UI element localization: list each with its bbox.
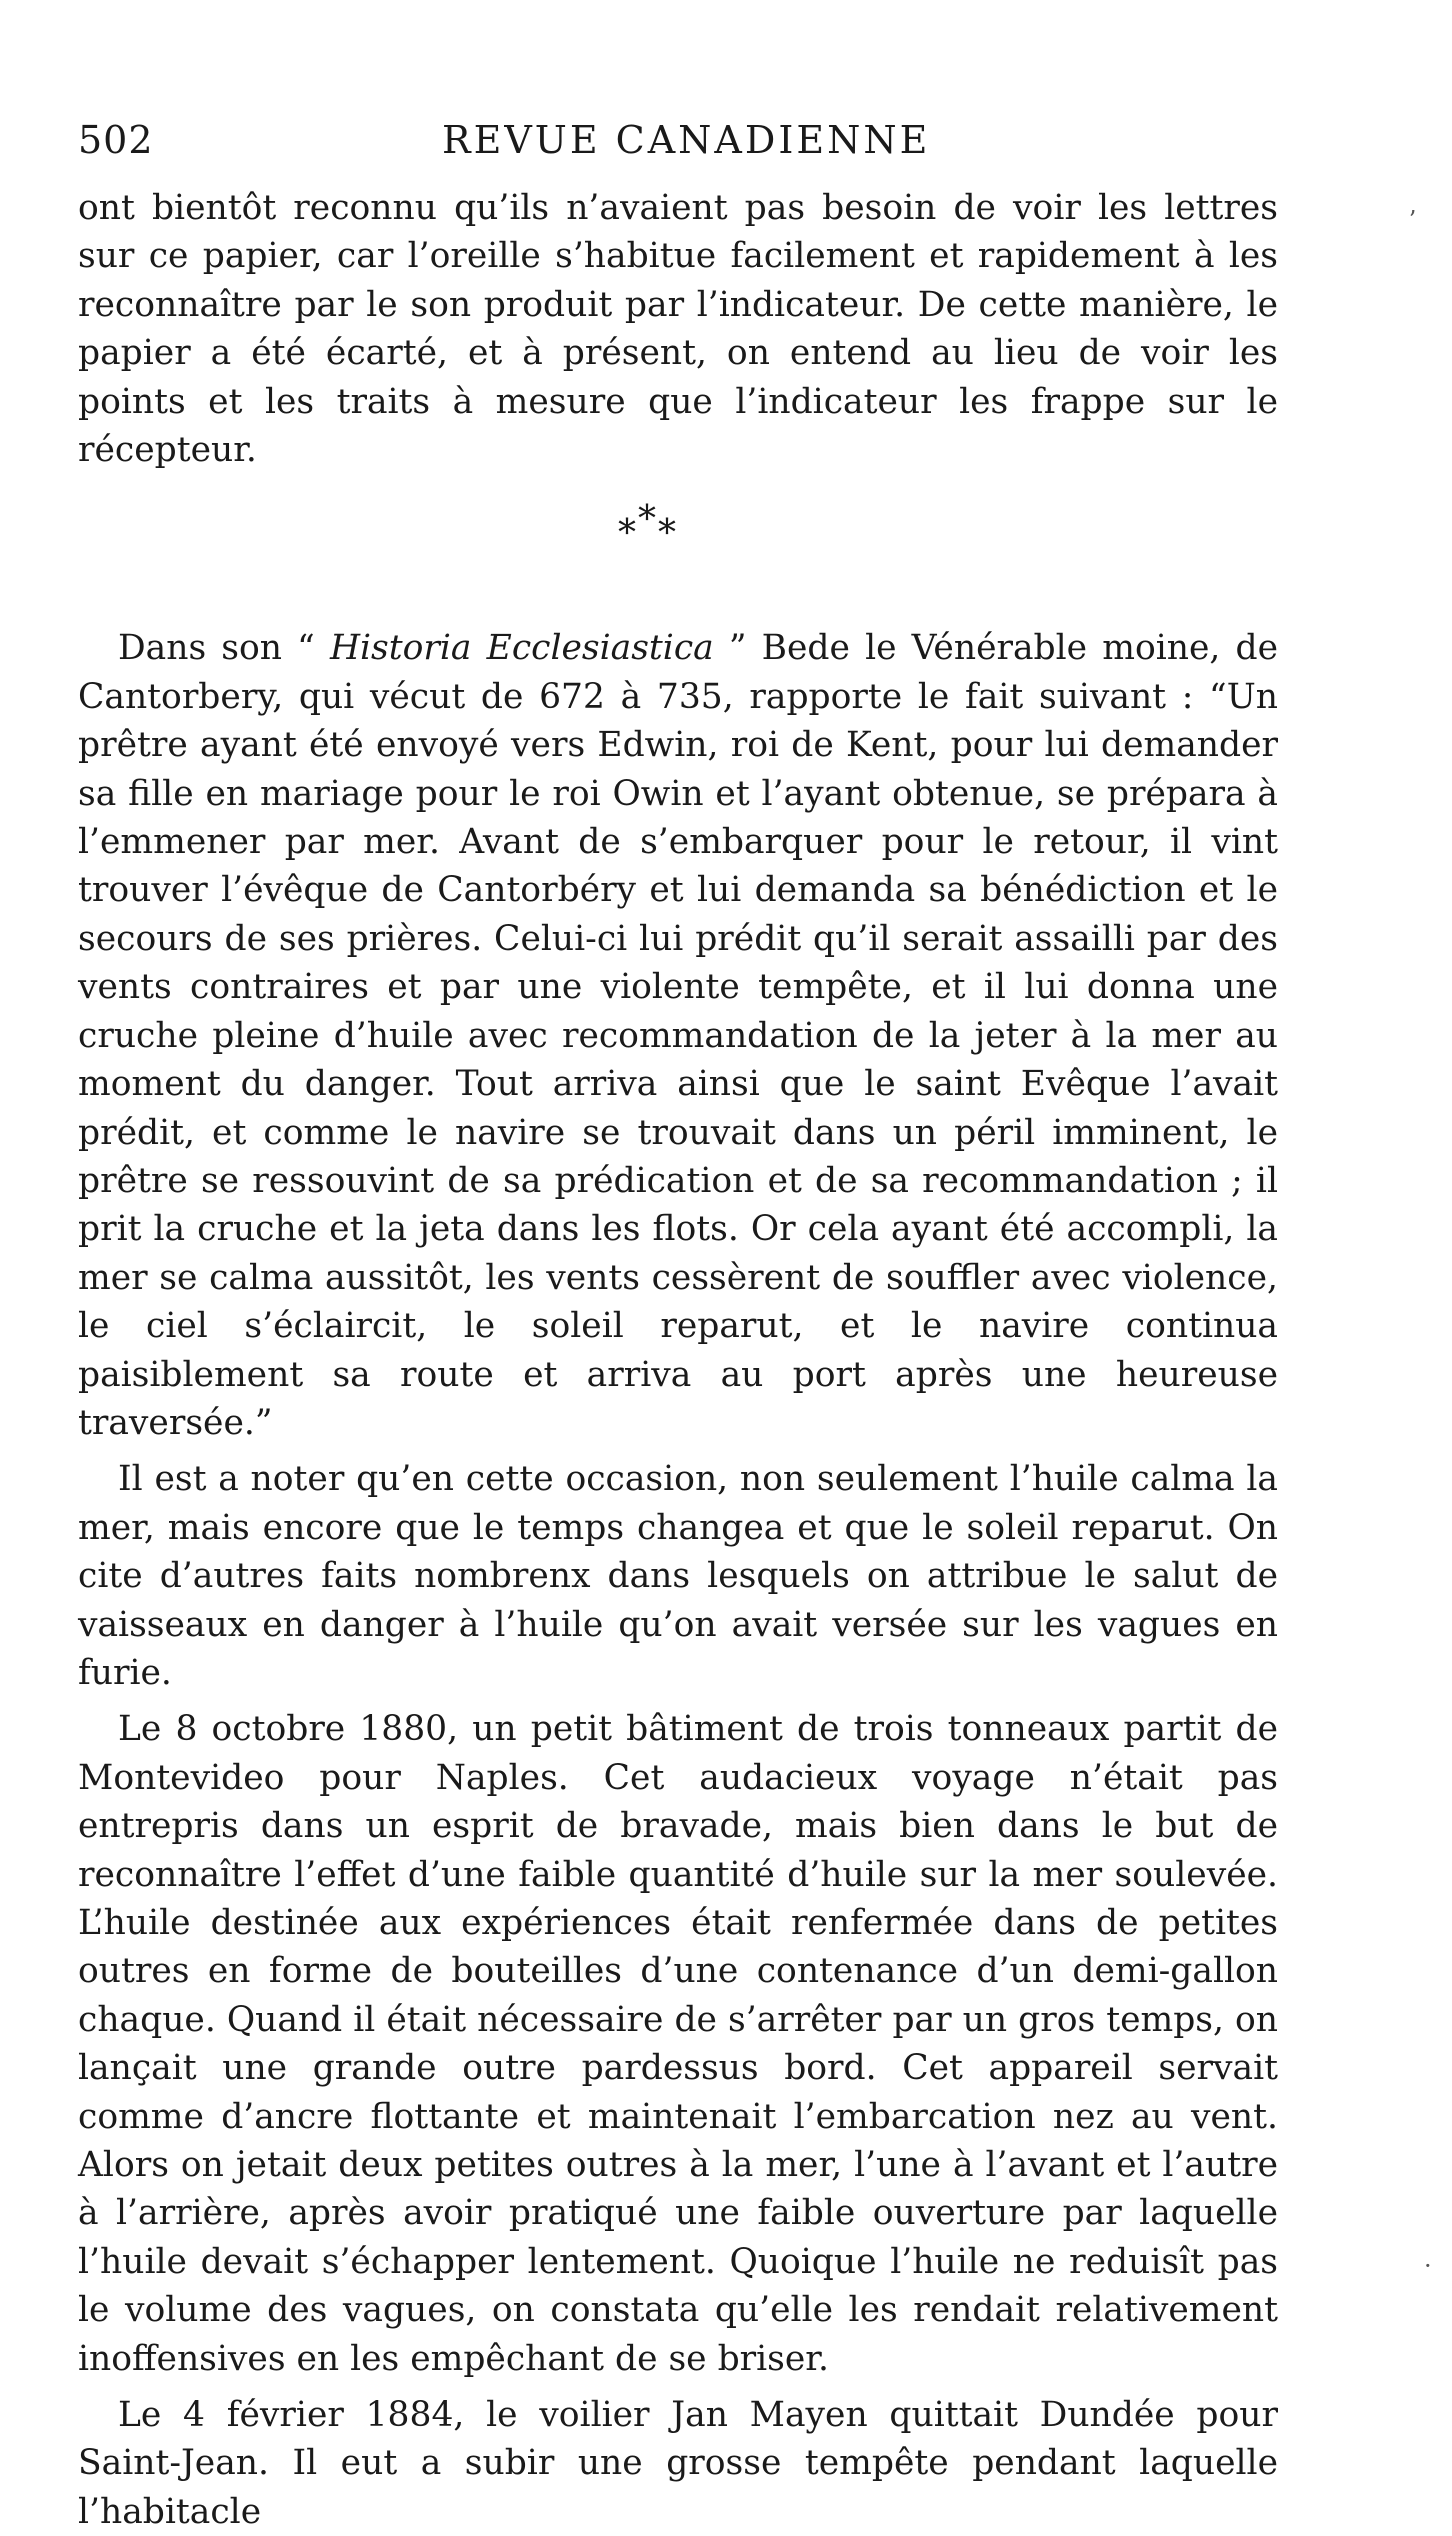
page-number: 502 [78,118,154,162]
margin-speck: ʼ [1408,206,1416,234]
page-header [78,118,1278,178]
paragraph-telegraph-continuation: ont bientôt reconnu qu’ils n’avaient pas besoin de voir les lettres sur ce papier, car l’oreille s’habitue facilement et rapidement à les reconnaître par le son produit par l’indicateur. De cette manière, le papier a été écarté, et à présent, on entend au lieu de voir les points et les traits à mesure que l’indicateur les frappe sur le récepteur. [78,188,1278,471]
paragraph-montevideo-voyage: Le 8 octobre 1880, un petit bâtiment de trois tonneaux partit de Montevideo pour Naples. Cet audacieux voyage n’était pas entrepris dans un esprit de bravade, mais bien dans le but de reconnaître l’effet d’une faible quantité d’huile sur la mer soulevée. L’huile destinée aux expériences était renfermée dans de petites outres en forme de bouteilles d’une contenance d’un demi-gallon chaque. Quand il était nécessaire de s’arrêter par un gros temps, on lançait une grande outre pardessus bord. Cet appareil servait comme d’ancre flottante et maintenait l’embarcation nez au vent. Alors on jetait deux petites outres à la mer, l’une à l’avant et l’autre à l’arrière, après avoir pratiqué une faible ouverture par laquelle l’huile devait s’échapper lentement. Quoique l’huile ne reduisît pas le volume des vagues, on constata qu’elle les rendait relativement inoffensives en les empêchant de se briser. [78,1709,1278,2379]
paragraph-historia-ecclesiastica [78,624,1278,1447]
section-separator [78,474,1278,624]
paragraph-jan-mayen: Le 4 février 1884, le voilier Jan Mayen quittait Dundée pour Saint-Jean. Il eut a subir une grosse tempête pendant laquelle l’habitacle [78,2395,1278,2532]
margin-speck: · [1424,2252,1432,2280]
running-title: REVUE CANADIENNE [442,118,931,162]
book-title: Historia Ecclesiastica [329,628,714,669]
paragraph-lead: Dans son “ [118,628,330,669]
paragraph-rest: ” Bede le Vénérable moine, de Cantorbery, qui vécut de 672 à 735, rapporte le fait suivant : “Un prêtre ayant été envoyé vers Edwin, roi de Kent, pour lui demander sa fille en mariage pour le roi Owin et l’ayant obtenue, se prépara à l’emmener par mer. Avant de s’embarquer pour le retour, il vint trouver l’évêque de Cantorbéry et lui demanda sa bénédiction et le secours de ses prières. Celui-ci lui prédit qu’il serait assailli par des vents contraires et par une violente tempête, et il lui donna une cruche pleine d’huile avec recommandation de la jeter à la mer au moment du danger. Tout arriva ainsi que le saint Evêque l’avait prédit, et comme le navire se trouvait dans un péril imminent, le prêtre se ressouvint de sa prédication et de sa recommandation ; il prit la cruche et la jeta dans les flots. Or cela ayant été accompli, la mer se calma aussitôt, les vents cessèrent de souffler avec violence, le ciel s’éclaircit, le soleil reparut, et le navire continua paisiblement sa route et arriva au port après une heureuse traversée.” [78,628,1279,1443]
paragraph-oil-calmed-sea: Il est a noter qu’en cette occasion, non seulement l’huile calma la mer, mais encore que le temps changea et que le soleil reparut. On cite d’autres faits nombrenx dans lesquels on attribue le salut de vaisseaux en danger à l’huile qu’on avait versée sur les vagues en furie. [78,1459,1278,1693]
page-content [78,118,1278,2536]
article-body [78,184,1278,2536]
asterism: *** [618,499,678,555]
